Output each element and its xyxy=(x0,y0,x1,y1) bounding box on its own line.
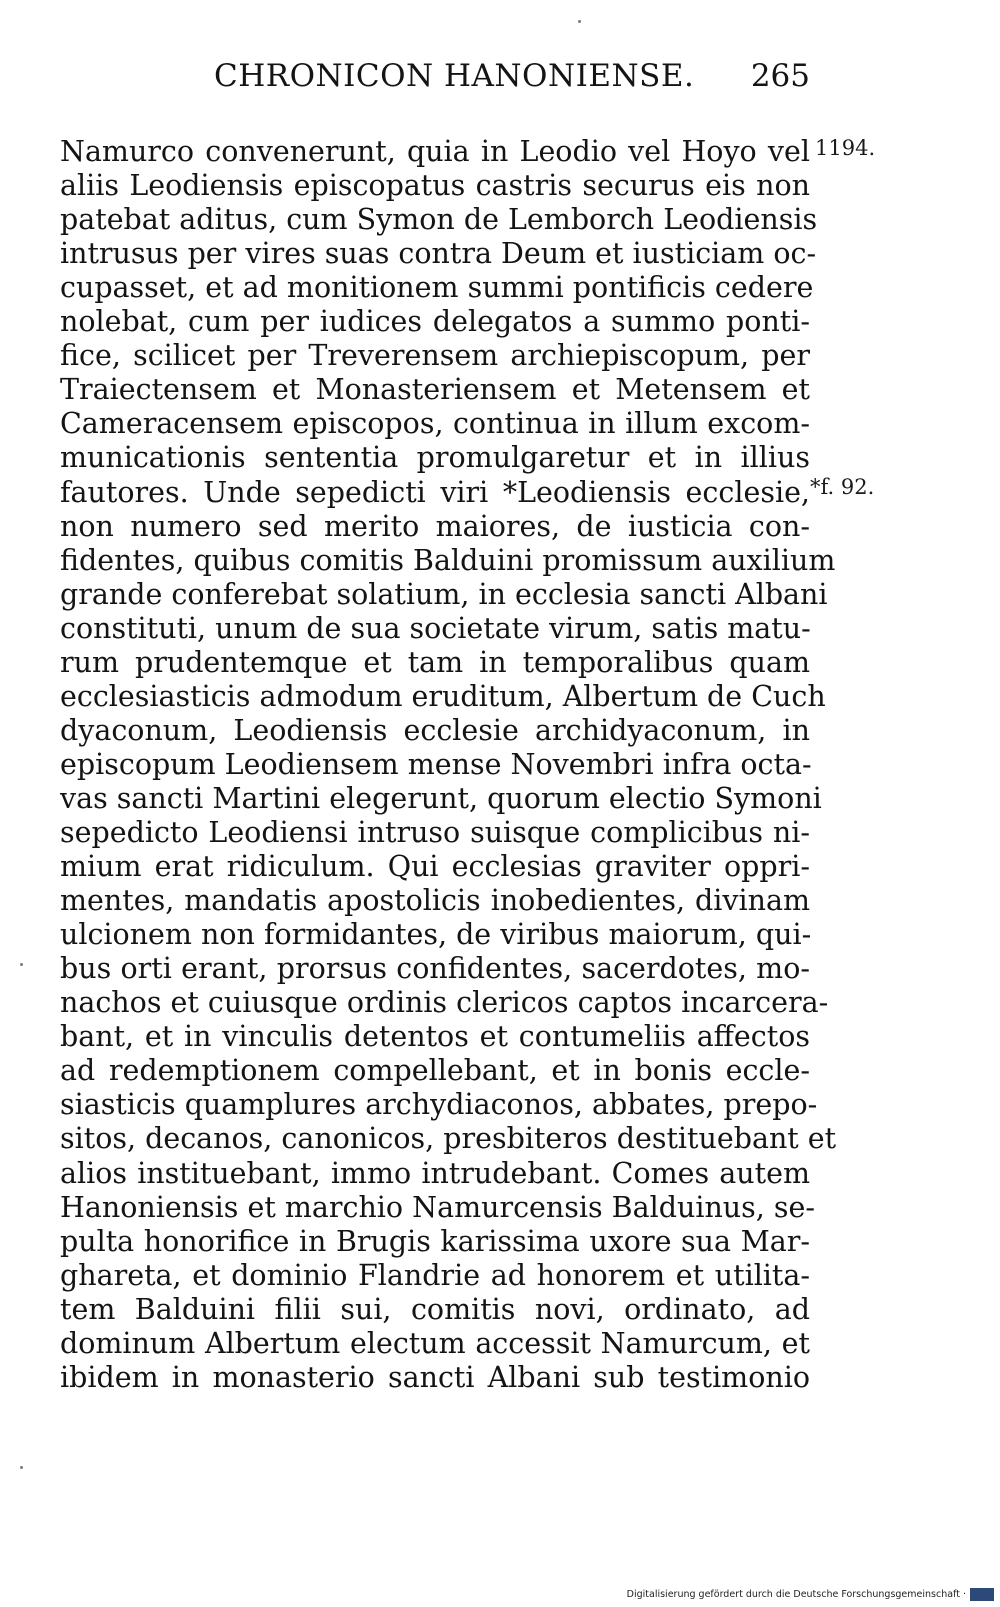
paper-speck xyxy=(578,20,581,23)
text-line: mium erat ridiculum. Qui ecclesias graviter oppri- xyxy=(60,850,810,884)
text-line: sitos, decanos, canonicos, presbiteros destituebant et xyxy=(60,1122,837,1156)
text-line: cupasset, et ad monitionem summi pontificis cedere xyxy=(60,271,814,305)
digitization-footer xyxy=(627,1586,994,1602)
running-header xyxy=(60,58,810,98)
text-line: intrusus per vires suas contra Deum et iusticiam oc- xyxy=(60,237,817,271)
text-line: episcopum Leodiensem mense Novembri infra octa- xyxy=(60,747,812,781)
text-line: ad redemptionem compellebant, et in bonis eccle- xyxy=(60,1054,810,1088)
page-number: 265 xyxy=(750,58,810,94)
text-line: fautores. Unde sepedicti viri *Leodiensis ecclesie, xyxy=(60,475,810,509)
text-line: rum prudentemque et tam in temporalibus quam xyxy=(60,645,810,679)
text-line: municationis sententia promulgaretur et in illius xyxy=(60,441,810,475)
paper-speck xyxy=(20,1466,23,1469)
text-line: pulta honorifice in Brugis karissima uxore sua Mar- xyxy=(60,1224,810,1258)
dfg-logo xyxy=(970,1588,994,1601)
text-line: constituti, unum de sua societate virum, satis matu- xyxy=(60,611,811,645)
text-line: fidentes, quibus comitis Balduini promissum auxilium xyxy=(60,543,836,577)
text-line: vas sancti Martini elegerunt, quorum electio Symoni xyxy=(60,781,822,815)
text-line: dominum Albertum electum accessit Namurcum, et xyxy=(60,1326,810,1360)
text-line: mentes, mandatis apostolicis inobedientes, divinam xyxy=(60,884,810,918)
text-line: aliis Leodiensis episcopatus castris securus eis non xyxy=(60,169,810,203)
text-line: Traiectensem et Monasteriensem et Metensem et xyxy=(60,373,810,407)
margin-note-folio: *f. 92. xyxy=(810,475,875,499)
text-line: Hanoniensis et marchio Namurcensis Balduinus, se- xyxy=(60,1190,816,1224)
text-line: Cameracensem episcopos, continua in illum excom- xyxy=(60,407,810,441)
text-line: bus orti erant, prorsus confidentes, sacerdotes, mo- xyxy=(60,952,810,986)
text-line: Namurco convenerunt, quia in Leodio vel Hoyo vel xyxy=(60,135,810,168)
margin-note-year: 1194. xyxy=(815,136,876,160)
text-line: ulcionem non formidantes, de viribus maiorum, qui- xyxy=(60,918,812,952)
text-line: nolebat, cum per iudices delegatos a summo ponti- xyxy=(60,305,810,339)
footer-credit: Digitalisierung gefördert durch die Deutsche Forschungsgemeinschaft · xyxy=(626,1588,966,1600)
text-line: ghareta, et dominio Flandrie ad honorem et utilita- xyxy=(60,1258,810,1292)
text-line: grande conferebat solatium, in ecclesia sancti Albani xyxy=(60,577,828,611)
text-line: siasticis quamplures archydiaconos, abbates, prepo- xyxy=(60,1088,818,1122)
text-line: dyaconum, Leodiensis ecclesie archidyaconum, in xyxy=(60,713,810,747)
text-line: alios instituebant, immo intrudebant. Comes autem xyxy=(60,1156,810,1190)
text-line: patebat aditus, cum Symon de Lemborch Leodiensis xyxy=(60,203,818,237)
text-line: bant, et in vinculis detentos et contumeliis affectos xyxy=(60,1020,810,1054)
paper-speck xyxy=(20,963,23,966)
page-title: CHRONICON HANONIENSE. xyxy=(214,58,695,94)
text-line: ecclesiasticis admodum eruditum, Albertum de Cuch xyxy=(60,679,826,713)
text-line: nachos et cuiusque ordinis clericos captos incarcera- xyxy=(60,986,829,1020)
text-line: sepedicto Leodiensi intruso suisque complicibus ni- xyxy=(60,816,810,849)
text-line: fice, scilicet per Treverensem archiepiscopum, per xyxy=(60,339,810,373)
text-line: tem Balduini filii sui, comitis novi, ordinato, ad xyxy=(60,1292,810,1326)
text-line: non numero sed merito maiores, de iusticia con- xyxy=(60,509,810,543)
text-line: ibidem in monasterio sancti Albani sub testimonio xyxy=(60,1360,810,1394)
